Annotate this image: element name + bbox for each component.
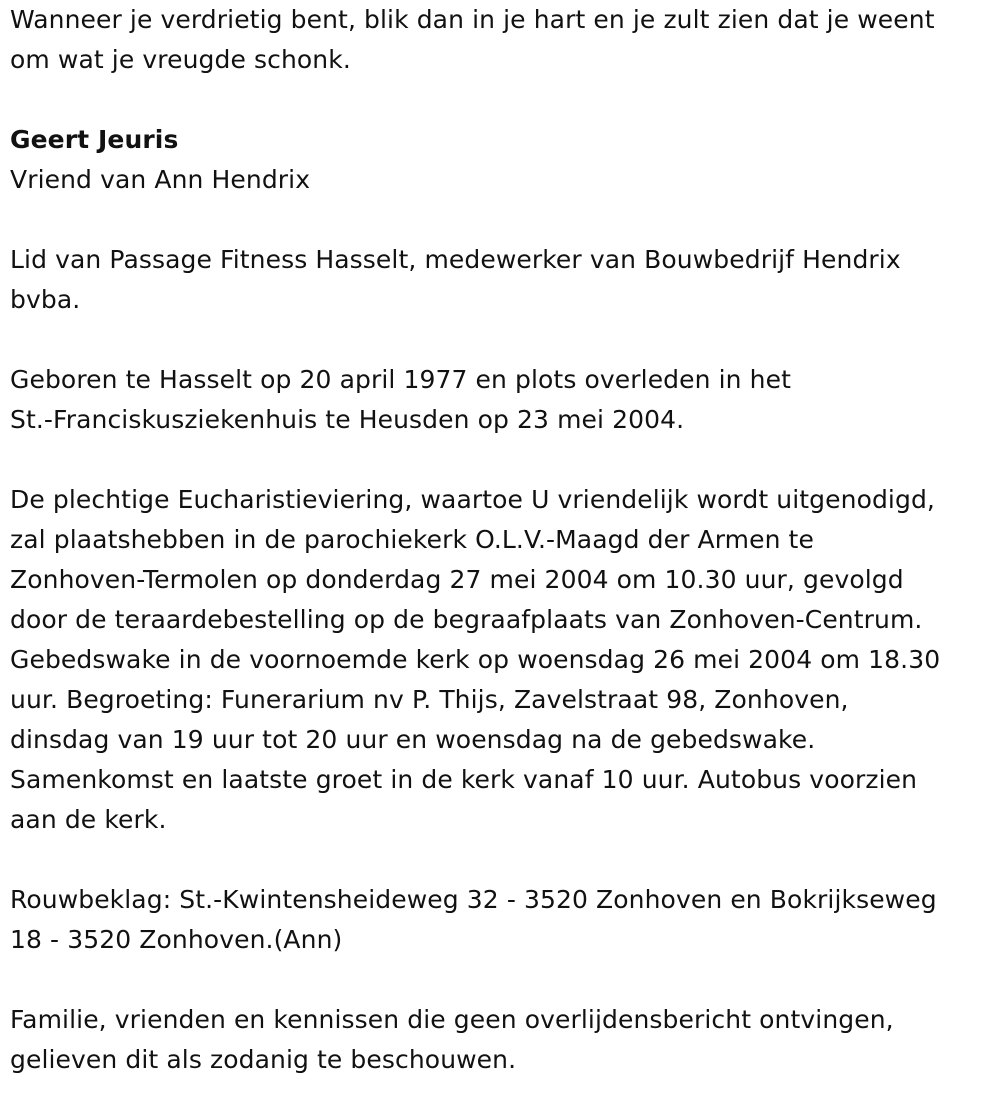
relation-line: Vriend van Ann Hendrix: [10, 165, 311, 194]
spacer: [10, 960, 995, 1000]
quote-line: om wat je vreugde schonk.: [10, 45, 351, 74]
deceased-name: Geert Jeuris: [10, 125, 179, 154]
closing-paragraph: [10, 1000, 995, 1080]
ceremony-line: aan de kerk.: [10, 805, 167, 834]
ceremony-line: zal plaatshebben in de parochiekerk O.L.V.-Maagd der Armen te: [10, 525, 814, 554]
birth-death-line: Geboren te Hasselt op 20 april 1977 en plots overleden in het: [10, 365, 791, 394]
spacer: [10, 440, 995, 480]
spacer: [10, 840, 995, 880]
condolence-paragraph: [10, 880, 995, 960]
obituary-notice: [10, 0, 995, 1080]
ceremony-line: Gebedswake in de voornoemde kerk op woensdag 26 mei 2004 om 18.30: [10, 645, 941, 674]
membership-line: Lid van Passage Fitness Hasselt, medewerker van Bouwbedrijf Hendrix: [10, 245, 901, 274]
birth-death-paragraph: [10, 360, 995, 440]
spacer: [10, 320, 995, 360]
closing-line: gelieven dit als zodanig te beschouwen.: [10, 1045, 517, 1074]
spacer: [10, 200, 995, 240]
condolence-line: 18 - 3520 Zonhoven.(Ann): [10, 925, 343, 954]
closing-line: Familie, vrienden en kennissen die geen overlijdensbericht ontvingen,: [10, 1005, 894, 1034]
membership-paragraph: [10, 240, 995, 320]
spacer: [10, 80, 995, 120]
membership-line: bvba.: [10, 285, 81, 314]
ceremony-line: De plechtige Eucharistieviering, waartoe U vriendelijk wordt uitgenodigd,: [10, 485, 935, 514]
quote-line: Wanneer je verdrietig bent, blik dan in je hart en je zult zien dat je weent: [10, 5, 935, 34]
quote-paragraph: [10, 0, 995, 80]
ceremony-line: Samenkomst en laatste groet in de kerk vanaf 10 uur. Autobus voorzien: [10, 765, 918, 794]
ceremony-line: Zonhoven-Termolen op donderdag 27 mei 2004 om 10.30 uur, gevolgd: [10, 565, 904, 594]
ceremony-paragraph: [10, 480, 995, 840]
condolence-line: Rouwbeklag: St.-Kwintensheideweg 32 - 3520 Zonhoven en Bokrijkseweg: [10, 885, 937, 914]
birth-death-line: St.-Franciskusziekenhuis te Heusden op 23 mei 2004.: [10, 405, 685, 434]
ceremony-line: uur. Begroeting: Funerarium nv P. Thijs, Zavelstraat 98, Zonhoven,: [10, 685, 849, 714]
ceremony-line: dinsdag van 19 uur tot 20 uur en woensdag na de gebedswake.: [10, 725, 816, 754]
ceremony-line: door de teraardebestelling op de begraafplaats van Zonhoven-Centrum.: [10, 605, 923, 634]
